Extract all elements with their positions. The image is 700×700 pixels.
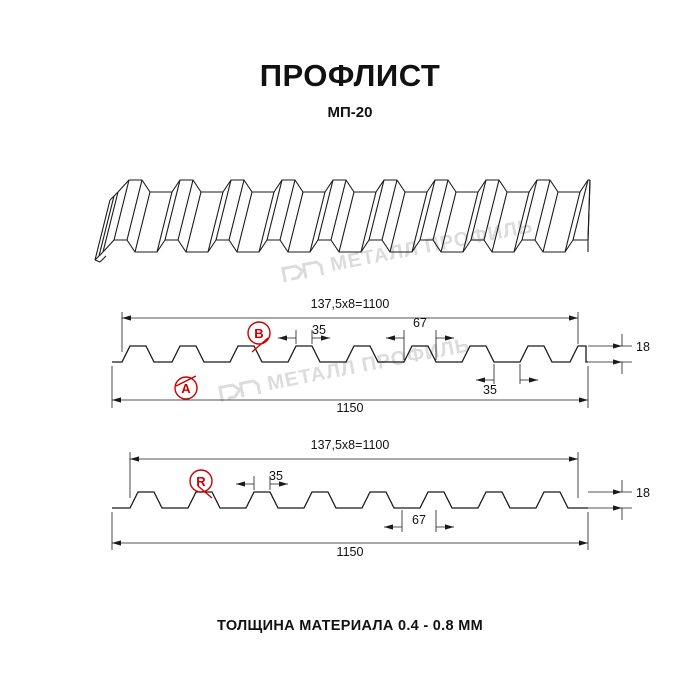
dim-top-35-right-label: 35 — [483, 383, 497, 397]
dim-top-67-label: 67 — [413, 316, 427, 330]
dim-bottom-total-label: 1150 — [336, 545, 364, 559]
marker-r-label: R — [196, 474, 206, 489]
marker-a — [175, 377, 197, 399]
dim-bottom-35-label: 35 — [269, 469, 283, 483]
page-title: ПРОФЛИСТ — [259, 58, 441, 93]
product-code: МП-20 — [327, 104, 373, 121]
dim-bottom-span-label: 137,5x8=1100 — [310, 438, 390, 452]
marker-r — [190, 470, 212, 492]
marker-b-label: B — [254, 326, 264, 341]
profile-bottom-section — [112, 492, 588, 508]
watermark-text: МЕТАЛЛ ПРОФИЛЬ — [328, 214, 535, 276]
dim-top-height-label: 18 — [636, 340, 650, 354]
marker-b — [248, 322, 270, 344]
watermark-text: МЕТАЛЛ ПРОФИЛЬ — [265, 333, 472, 395]
dim-bottom-height-label: 18 — [636, 486, 650, 500]
profile-top-section — [112, 346, 588, 362]
dim-top-span-label: 137,5x8=1100 — [310, 297, 390, 311]
dim-bottom-67-label: 67 — [412, 513, 426, 527]
marker-a-label: A — [181, 381, 191, 396]
dim-top-35-left-label: 35 — [312, 323, 326, 337]
material-thickness-note: ТОЛЩИНА МАТЕРИАЛА 0.4 - 0.8 ММ — [217, 618, 483, 634]
dim-top-total-label: 1150 — [336, 401, 364, 415]
isometric-sheet-view — [95, 180, 590, 262]
profile-bottom-dimensions — [112, 452, 632, 550]
